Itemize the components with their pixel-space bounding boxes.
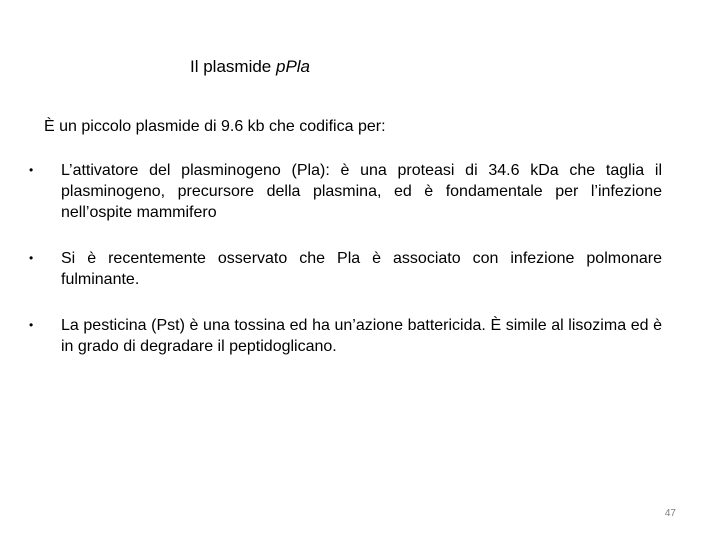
intro-text: È un piccolo plasmide di 9.6 kb che codifica per: — [44, 118, 386, 135]
bullet-text: L’attivatore del plasminogeno (Pla): è una proteasi di 34.6 kDa che taglia il plasminogeno, precursore della plasmina, ed è fondamentale per l’infezione nell’ospite mammifero — [61, 162, 662, 221]
title-plasmid-name: pPla — [275, 57, 311, 76]
bullet-dot-icon: • — [29, 163, 34, 177]
bullet-dot-icon: • — [29, 251, 34, 265]
bullet-list — [28, 160, 662, 357]
slide-title — [190, 56, 310, 78]
bullet-text: Si è recentemente osservato che Pla è associato con infezione polmonare fulminante. — [61, 250, 662, 288]
bullet-dot-icon: • — [29, 318, 34, 332]
bullet-item — [28, 248, 662, 290]
bullet-text: La pesticina (Pst) è una tossina ed ha un’azione battericida. È simile al lisozima ed è in grado di degradare il peptidoglicano. — [61, 317, 662, 355]
page-number: 47 — [664, 508, 676, 519]
title-prefix: Il plasmide — [190, 57, 276, 76]
bullet-item — [28, 160, 662, 223]
bullet-item — [28, 315, 662, 357]
